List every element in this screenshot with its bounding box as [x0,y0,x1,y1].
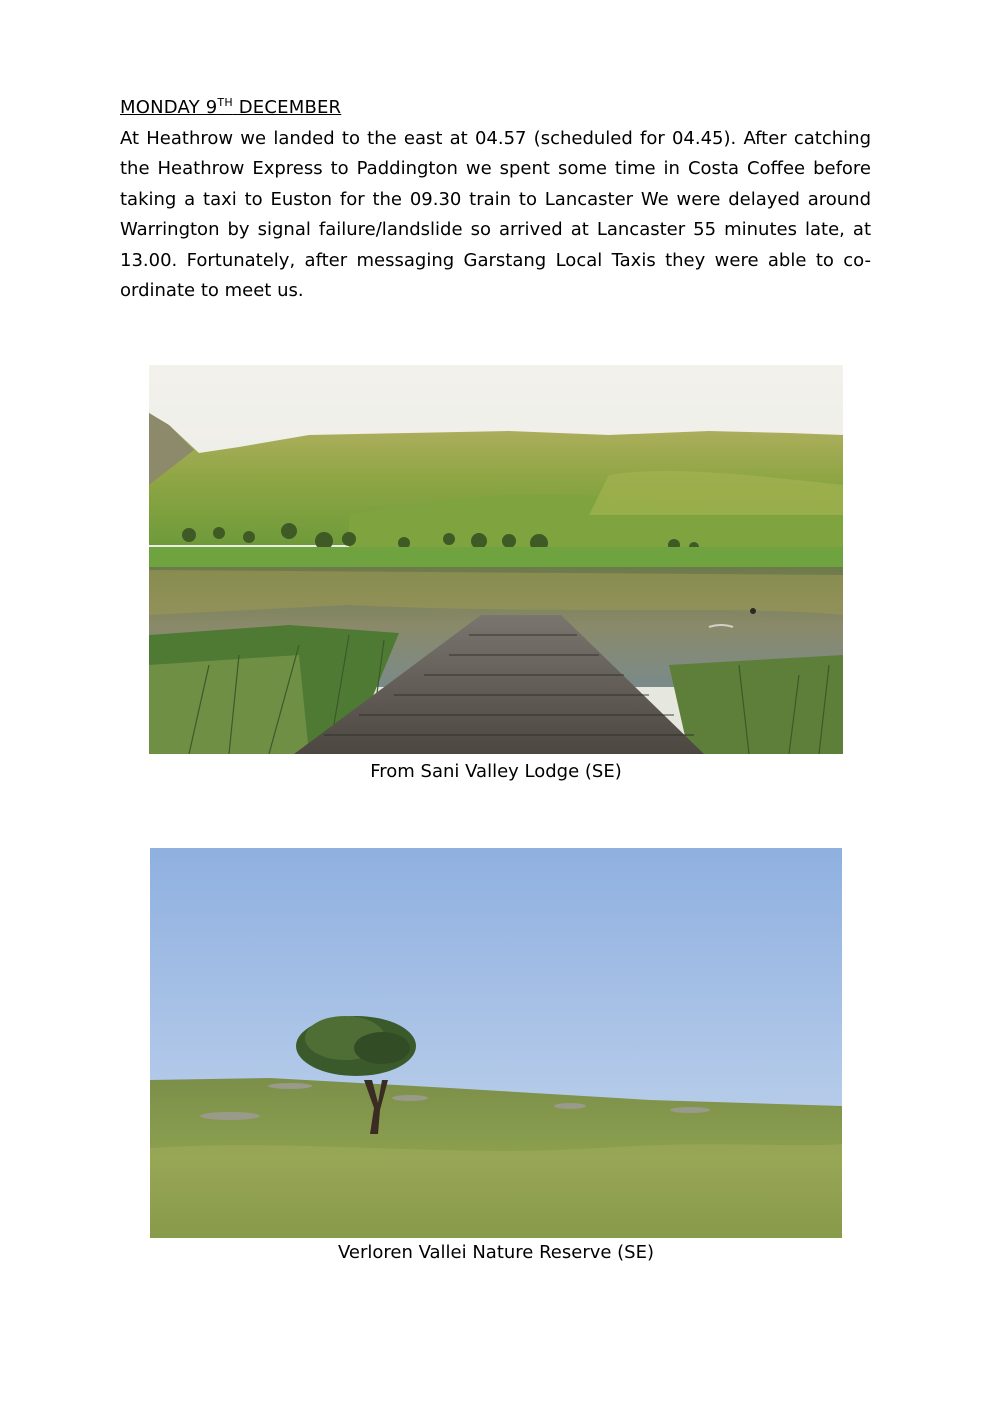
sani-valley-photo [149,365,843,754]
heading-month: DECEMBER [232,97,342,118]
photo-caption-1: From Sani Valley Lodge (SE) [370,761,622,782]
verloren-vallei-photo [150,848,842,1238]
journal-heading [120,96,341,118]
heading-ordinal-suffix: TH [217,96,233,109]
journal-paragraph: At Heathrow we landed to the east at 04.57 (scheduled for 04.45). After catching the Heathrow Express to Paddington we spent some time in Costa Coffee before taking a taxi to Euston for the 09.30 train to Lancaster We were delayed around Warrington by signal failure/landslide so arrived at Lancaster 55 minutes late, at 13.00. Fortunately, after messaging Garstang Local Taxis they were able to co-ordinate to meet us. [120,128,871,302]
photo-caption-2: Verloren Vallei Nature Reserve (SE) [337,1242,655,1263]
heading-day: MONDAY 9 [120,97,218,118]
